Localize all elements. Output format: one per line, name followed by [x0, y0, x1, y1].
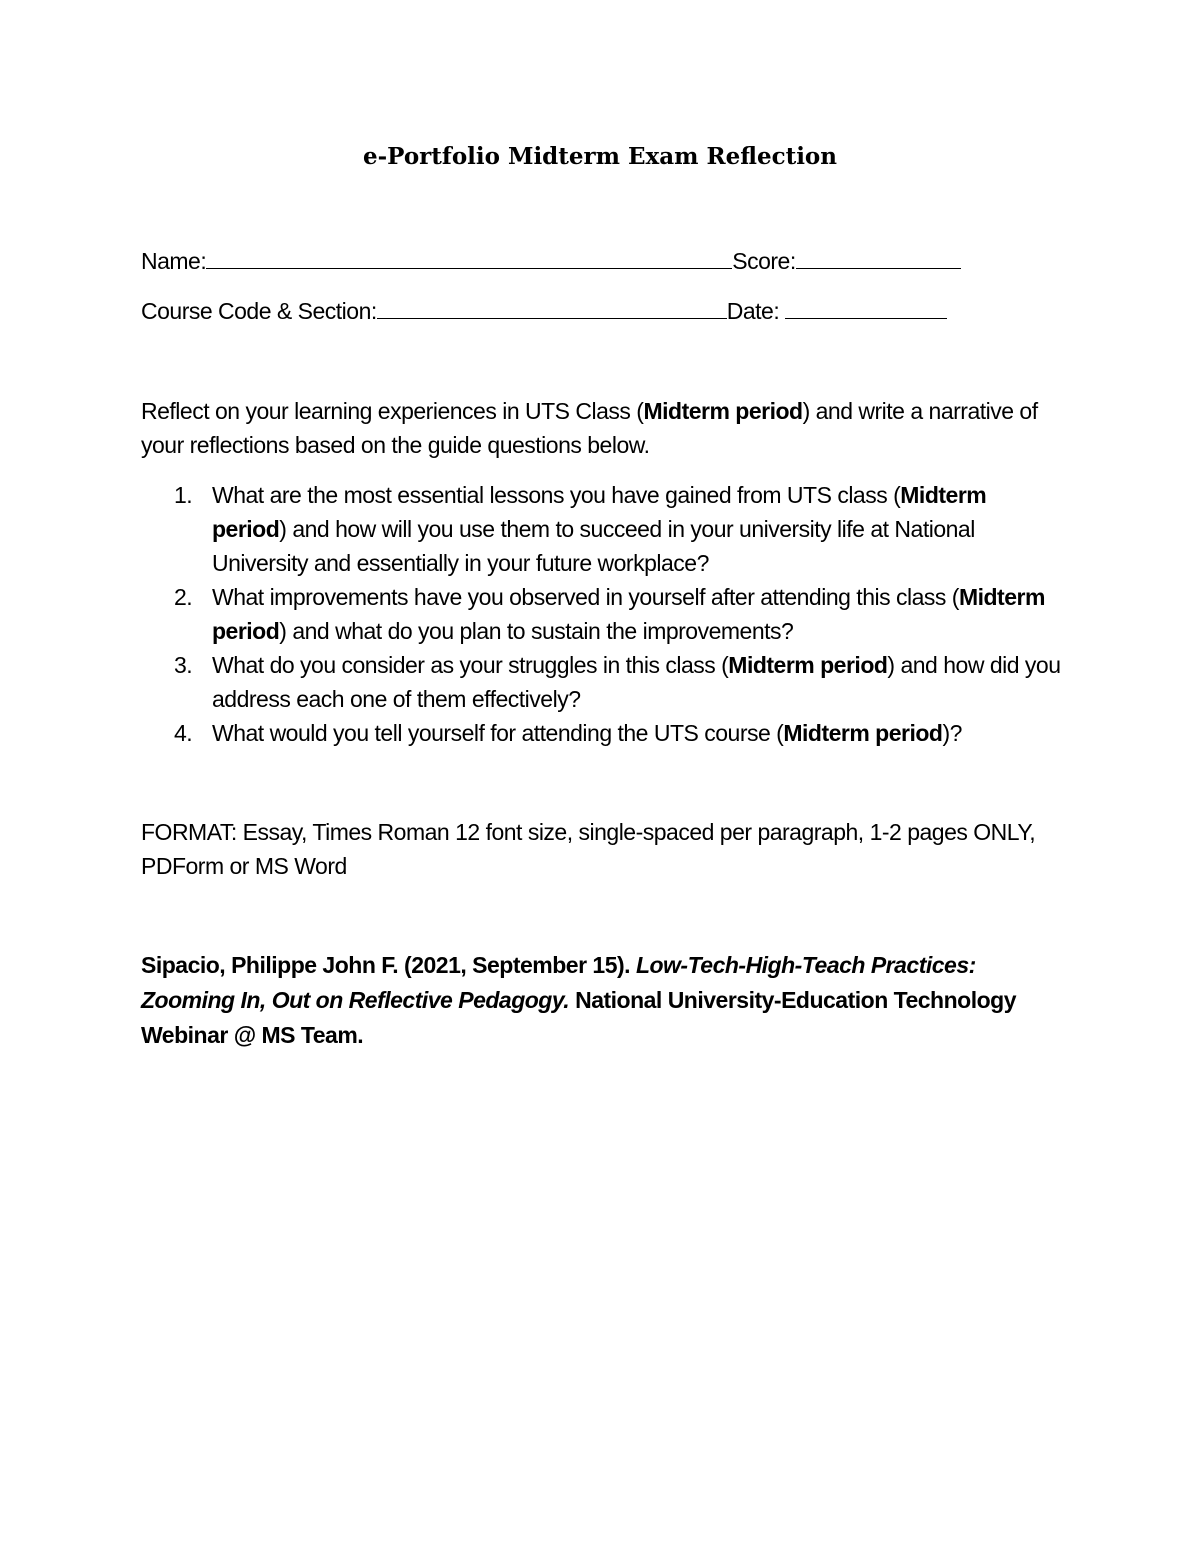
question-text-before: What would you tell yourself for attending the UTS course ( [212, 720, 784, 746]
name-blank-line [206, 248, 732, 269]
question-text-after: )? [942, 720, 962, 746]
citation [141, 948, 1061, 1053]
question-text-bold: Midterm period [212, 584, 1045, 644]
date-label: Date: [726, 298, 786, 324]
intro-text-after: ) and write a narrative of your reflections based on the guide questions below. [141, 398, 1038, 458]
name-score-row [141, 248, 961, 278]
question-text-before: What improvements have you observed in yourself after attending this class ( [212, 584, 959, 610]
question-text-after: ) and what do you plan to sustain the improvements? [279, 618, 794, 644]
course-label: Course Code & Section: [141, 298, 377, 324]
date-blank-line [785, 298, 947, 319]
citation-rest: National University-Education Technology Webinar @ MS Team. [141, 987, 1016, 1048]
guide-questions-list [141, 478, 1061, 750]
citation-title: Low-Tech-High-Teach Practices: Zooming In, Out on Reflective Pedagogy. [141, 952, 976, 1013]
question-text-bold: Midterm period [212, 482, 987, 542]
name-label: Name: [141, 248, 207, 274]
question-text-after: ) and how will you use them to succeed in your university life at National University and essentially in your future workplace? [212, 516, 975, 576]
question-text-after: ) and how did you address each one of them effectively? [212, 652, 1061, 712]
question-text-before: What are the most essential lessons you have gained from UTS class ( [212, 482, 901, 508]
question-item [141, 580, 1061, 648]
question-text-before: What do you consider as your struggles in this class ( [212, 652, 729, 678]
question-text-bold: Midterm period [783, 720, 943, 746]
intro-paragraph [141, 394, 1051, 462]
format-instructions: FORMAT: Essay, Times Roman 12 font size, single-spaced per paragraph, 1-2 pages ONLY, PDForm or MS Word [141, 819, 1036, 879]
intro-text-before: Reflect on your learning experiences in UTS Class ( [141, 398, 644, 424]
citation-author-date: Sipacio, Philippe John F. (2021, September 15). [141, 952, 636, 978]
question-item [141, 648, 1061, 716]
question-number: 1. [174, 482, 193, 508]
question-number: 4. [174, 720, 193, 746]
question-item [141, 478, 1061, 580]
document-title: e-Portfolio Midterm Exam Reflection [362, 143, 837, 170]
question-item [141, 716, 1061, 750]
question-number: 3. [174, 652, 193, 678]
score-blank-line [796, 248, 961, 269]
question-number: 2. [174, 584, 193, 610]
course-date-row [141, 298, 947, 328]
intro-text-bold: Midterm period [643, 398, 803, 424]
score-label: Score: [732, 248, 796, 274]
question-text-bold: Midterm period [728, 652, 888, 678]
course-blank-line [377, 298, 727, 319]
